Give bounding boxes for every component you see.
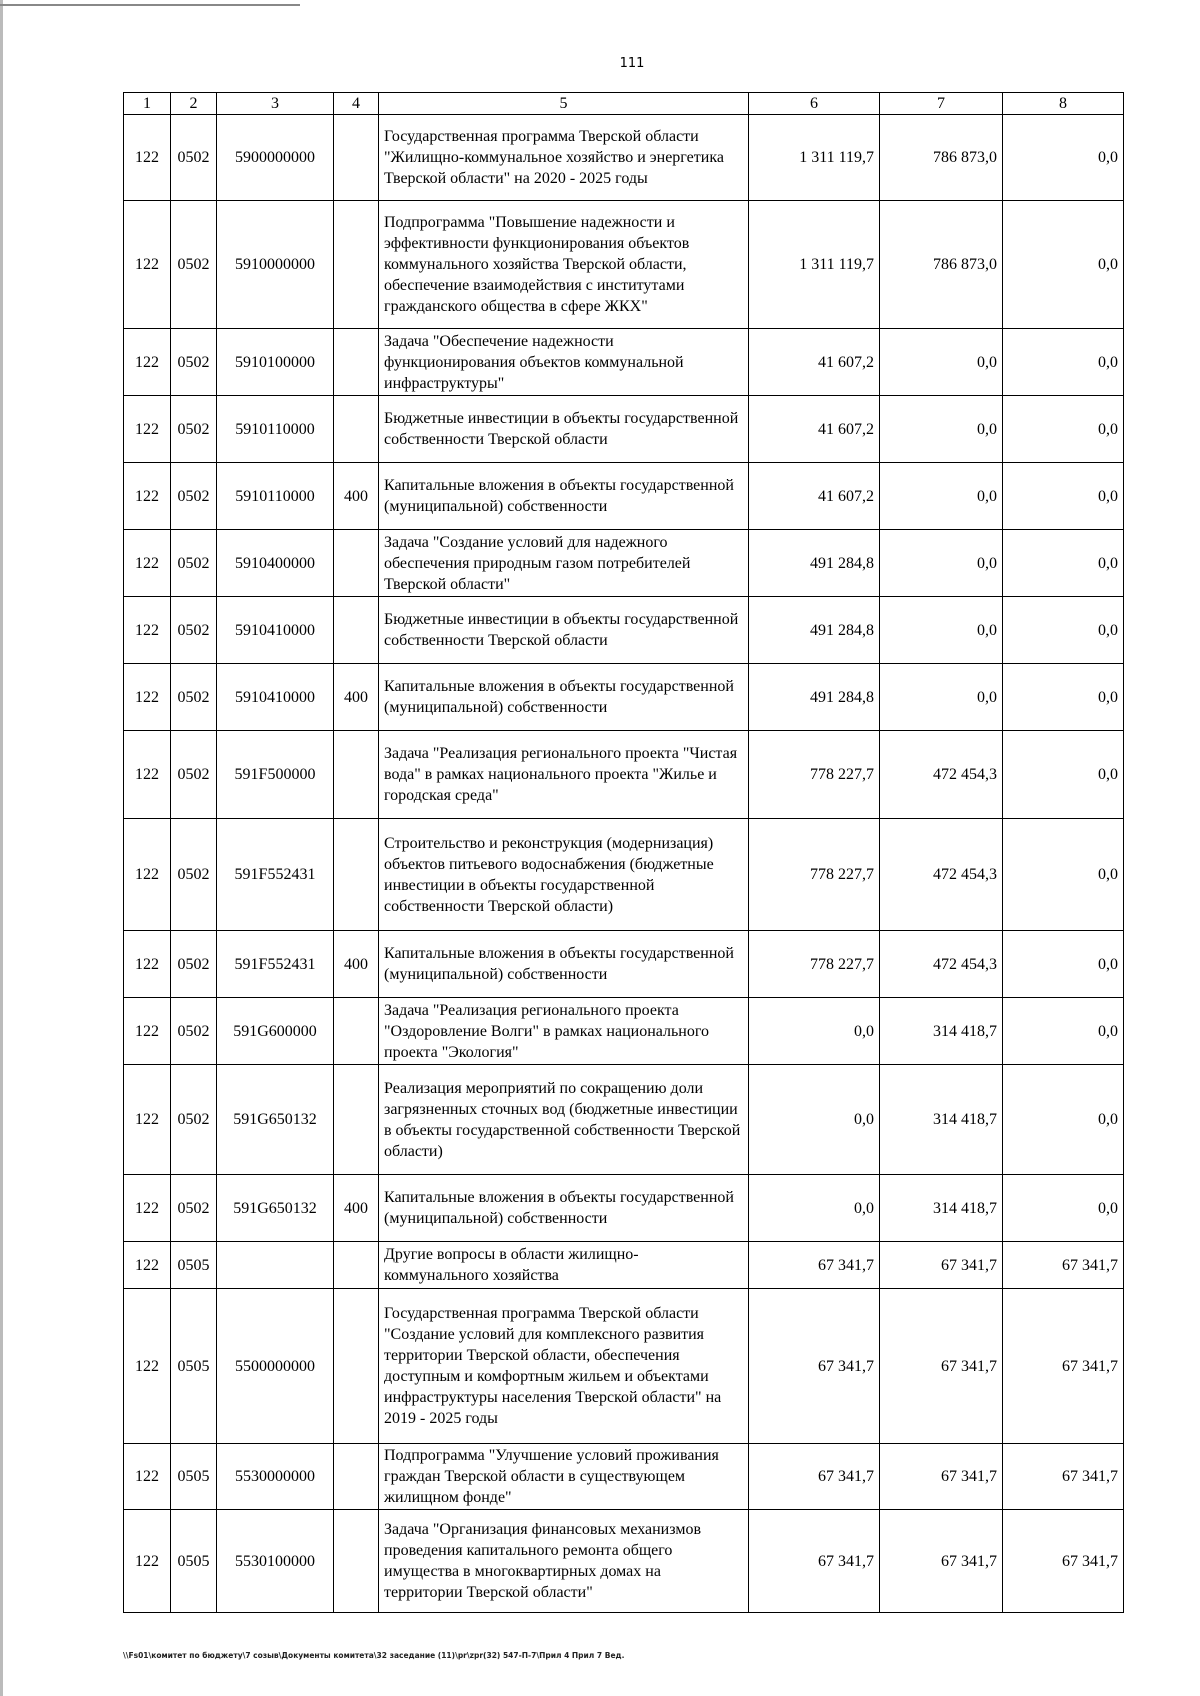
cell-amount-2: 472 454,3	[880, 819, 1003, 931]
cell-expense-type: 400	[334, 931, 379, 998]
cell-expense-type	[334, 597, 379, 664]
cell-amount-2: 472 454,3	[880, 931, 1003, 998]
cell-ministry: 122	[124, 819, 171, 931]
cell-target-item: 5910410000	[217, 664, 334, 731]
table-row	[124, 530, 1124, 597]
cell-amount-2: 314 418,7	[880, 1065, 1003, 1175]
cell-target-item: 591G650132	[217, 1175, 334, 1242]
cell-amount-1: 41 607,2	[749, 329, 880, 396]
cell-ministry: 122	[124, 1065, 171, 1175]
cell-amount-3: 0,0	[1003, 664, 1124, 731]
cell-amount-1: 1 311 119,7	[749, 201, 880, 329]
cell-section: 0505	[171, 1444, 217, 1510]
table-row	[124, 329, 1124, 396]
scan-edge	[0, 0, 3, 1696]
cell-ministry: 122	[124, 463, 171, 530]
cell-target-item: 591F552431	[217, 819, 334, 931]
cell-name: Задача "Организация финансовых механизмов проведения капитального ремонта общего имущества в многоквартирных домах на территории Тверской области"	[379, 1510, 749, 1613]
cell-name: Бюджетные инвестиции в объекты государственной собственности Тверской области	[379, 396, 749, 463]
col-header-7: 7	[880, 93, 1003, 115]
page-number: 111	[619, 56, 645, 71]
cell-expense-type	[334, 329, 379, 396]
cell-target-item: 591G650132	[217, 1065, 334, 1175]
col-header-5: 5	[379, 93, 749, 115]
cell-name: Капитальные вложения в объекты государственной (муниципальной) собственности	[379, 664, 749, 731]
cell-section: 0502	[171, 396, 217, 463]
cell-target-item: 5910100000	[217, 329, 334, 396]
cell-section: 0502	[171, 463, 217, 530]
cell-target-item: 5900000000	[217, 115, 334, 201]
cell-section: 0502	[171, 731, 217, 819]
cell-section: 0505	[171, 1510, 217, 1613]
cell-amount-3: 0,0	[1003, 396, 1124, 463]
table-row	[124, 1510, 1124, 1613]
cell-amount-1: 1 311 119,7	[749, 115, 880, 201]
cell-ministry: 122	[124, 998, 171, 1065]
cell-name: Капитальные вложения в объекты государственной (муниципальной) собственности	[379, 1175, 749, 1242]
cell-name: Капитальные вложения в объекты государственной (муниципальной) собственности	[379, 463, 749, 530]
cell-target-item	[217, 1242, 334, 1289]
cell-section: 0505	[171, 1289, 217, 1444]
cell-amount-1: 778 227,7	[749, 819, 880, 931]
cell-amount-1: 41 607,2	[749, 396, 880, 463]
col-header-8: 8	[1003, 93, 1124, 115]
table-row	[124, 1289, 1124, 1444]
cell-amount-3: 0,0	[1003, 819, 1124, 931]
cell-name: Бюджетные инвестиции в объекты государственной собственности Тверской области	[379, 597, 749, 664]
table-row	[124, 396, 1124, 463]
cell-target-item: 5500000000	[217, 1289, 334, 1444]
cell-amount-2: 67 341,7	[880, 1444, 1003, 1510]
cell-target-item: 5910400000	[217, 530, 334, 597]
cell-expense-type	[334, 1444, 379, 1510]
cell-ministry: 122	[124, 1444, 171, 1510]
cell-ministry: 122	[124, 329, 171, 396]
cell-name: Государственная программа Тверской области "Жилищно-коммунальное хозяйство и энергетика Тверской области" на 2020 - 2025 годы	[379, 115, 749, 201]
cell-amount-1: 67 341,7	[749, 1242, 880, 1289]
cell-amount-2: 0,0	[880, 463, 1003, 530]
cell-expense-type	[334, 1065, 379, 1175]
cell-amount-3: 67 341,7	[1003, 1289, 1124, 1444]
cell-amount-3: 67 341,7	[1003, 1444, 1124, 1510]
cell-target-item: 5530100000	[217, 1510, 334, 1613]
cell-amount-2: 67 341,7	[880, 1510, 1003, 1613]
table-row	[124, 115, 1124, 201]
cell-expense-type: 400	[334, 463, 379, 530]
cell-amount-3: 0,0	[1003, 998, 1124, 1065]
cell-ministry: 122	[124, 115, 171, 201]
cell-section: 0502	[171, 819, 217, 931]
table-row	[124, 1444, 1124, 1510]
cell-name: Задача "Обеспечение надежности функционирования объектов коммунальной инфраструктуры"	[379, 329, 749, 396]
cell-expense-type	[334, 998, 379, 1065]
table-row	[124, 463, 1124, 530]
cell-target-item: 591F500000	[217, 731, 334, 819]
cell-amount-2: 0,0	[880, 396, 1003, 463]
cell-ministry: 122	[124, 1175, 171, 1242]
cell-amount-1: 778 227,7	[749, 931, 880, 998]
cell-name: Задача "Реализация регионального проекта "Оздоровление Волги" в рамках национального проекта "Экология"	[379, 998, 749, 1065]
table-row	[124, 931, 1124, 998]
cell-target-item: 5910000000	[217, 201, 334, 329]
cell-ministry: 122	[124, 597, 171, 664]
cell-expense-type	[334, 396, 379, 463]
cell-section: 0502	[171, 664, 217, 731]
cell-amount-3: 0,0	[1003, 463, 1124, 530]
table-row	[124, 731, 1124, 819]
cell-amount-1: 0,0	[749, 998, 880, 1065]
cell-section: 0505	[171, 1242, 217, 1289]
col-header-4: 4	[334, 93, 379, 115]
cell-amount-2: 0,0	[880, 664, 1003, 731]
cell-target-item: 591F552431	[217, 931, 334, 998]
cell-name: Задача "Реализация регионального проекта "Чистая вода" в рамках национального проекта "Жилье и городская среда"	[379, 731, 749, 819]
cell-ministry: 122	[124, 201, 171, 329]
cell-name: Государственная программа Тверской области "Создание условий для комплексного развития территории Тверской области, обеспечения доступным и комфортным жильем и объектами инфраструктуры населения Тверской области" на 2019 - 2025 годы	[379, 1289, 749, 1444]
cell-ministry: 122	[124, 1242, 171, 1289]
cell-amount-2: 786 873,0	[880, 115, 1003, 201]
cell-amount-3: 0,0	[1003, 201, 1124, 329]
cell-expense-type	[334, 115, 379, 201]
cell-section: 0502	[171, 998, 217, 1065]
cell-ministry: 122	[124, 1510, 171, 1613]
cell-expense-type	[334, 731, 379, 819]
cell-ministry: 122	[124, 731, 171, 819]
cell-amount-3: 0,0	[1003, 731, 1124, 819]
table-row	[124, 1242, 1124, 1289]
cell-amount-1: 491 284,8	[749, 664, 880, 731]
cell-amount-3: 0,0	[1003, 115, 1124, 201]
cell-name: Капитальные вложения в объекты государственной (муниципальной) собственности	[379, 931, 749, 998]
col-header-3: 3	[217, 93, 334, 115]
cell-target-item: 5910110000	[217, 396, 334, 463]
cell-expense-type: 400	[334, 664, 379, 731]
table-row	[124, 998, 1124, 1065]
cell-amount-3: 0,0	[1003, 329, 1124, 396]
header-row	[124, 93, 1124, 115]
cell-name: Подпрограмма "Повышение надежности и эффективности функционирования объектов коммунального хозяйства Тверской области, обеспечение взаимодействия с институтами гражданского общества в сфере ЖКХ"	[379, 201, 749, 329]
cell-amount-2: 314 418,7	[880, 998, 1003, 1065]
table-row	[124, 201, 1124, 329]
cell-expense-type	[334, 201, 379, 329]
file-path-footer: \\Fs01\комитет по бюджету\7 созыв\Документы комитета\32 заседание (11)\pr\zpr(32) 547-П-7\Прил 4 Прил 7 Вед.	[123, 1651, 625, 1660]
cell-amount-1: 0,0	[749, 1175, 880, 1242]
cell-amount-1: 67 341,7	[749, 1510, 880, 1613]
cell-target-item: 5910110000	[217, 463, 334, 530]
cell-section: 0502	[171, 931, 217, 998]
cell-amount-2: 472 454,3	[880, 731, 1003, 819]
scan-rule	[0, 4, 300, 6]
table-row	[124, 1065, 1124, 1175]
table-row	[124, 819, 1124, 931]
cell-amount-3: 0,0	[1003, 597, 1124, 664]
cell-target-item: 5530000000	[217, 1444, 334, 1510]
cell-amount-3: 0,0	[1003, 530, 1124, 597]
cell-expense-type	[334, 1242, 379, 1289]
cell-expense-type: 400	[334, 1175, 379, 1242]
cell-section: 0502	[171, 329, 217, 396]
cell-section: 0502	[171, 1175, 217, 1242]
cell-ministry: 122	[124, 664, 171, 731]
cell-target-item: 591G600000	[217, 998, 334, 1065]
cell-section: 0502	[171, 1065, 217, 1175]
cell-name: Строительство и реконструкция (модернизация) объектов питьевого водоснабжения (бюджетные инвестиции в объекты государственной собственности Тверской области)	[379, 819, 749, 931]
col-header-6: 6	[749, 93, 880, 115]
cell-name: Задача "Создание условий для надежного обеспечения природным газом потребителей Тверской области"	[379, 530, 749, 597]
cell-amount-2: 0,0	[880, 329, 1003, 396]
cell-section: 0502	[171, 597, 217, 664]
cell-target-item: 5910410000	[217, 597, 334, 664]
col-header-2: 2	[171, 93, 217, 115]
cell-amount-1: 67 341,7	[749, 1444, 880, 1510]
cell-amount-3: 67 341,7	[1003, 1242, 1124, 1289]
cell-ministry: 122	[124, 530, 171, 597]
table-row	[124, 664, 1124, 731]
cell-expense-type	[334, 530, 379, 597]
cell-section: 0502	[171, 115, 217, 201]
cell-ministry: 122	[124, 931, 171, 998]
cell-amount-1: 41 607,2	[749, 463, 880, 530]
cell-amount-2: 0,0	[880, 530, 1003, 597]
cell-ministry: 122	[124, 1289, 171, 1444]
table-row	[124, 597, 1124, 664]
budget-table	[123, 92, 1124, 1613]
cell-amount-1: 491 284,8	[749, 597, 880, 664]
cell-expense-type	[334, 819, 379, 931]
cell-amount-2: 67 341,7	[880, 1242, 1003, 1289]
cell-ministry: 122	[124, 396, 171, 463]
cell-amount-2: 786 873,0	[880, 201, 1003, 329]
cell-expense-type	[334, 1289, 379, 1444]
cell-amount-2: 67 341,7	[880, 1289, 1003, 1444]
cell-section: 0502	[171, 530, 217, 597]
cell-amount-3: 0,0	[1003, 1065, 1124, 1175]
table-row	[124, 1175, 1124, 1242]
cell-section: 0502	[171, 201, 217, 329]
cell-name: Реализация мероприятий по сокращению доли загрязненных сточных вод (бюджетные инвестиции в объекты государственной собственности Тверской области)	[379, 1065, 749, 1175]
cell-name: Другие вопросы в области жилищно-коммунального хозяйства	[379, 1242, 749, 1289]
cell-amount-3: 0,0	[1003, 1175, 1124, 1242]
cell-amount-1: 778 227,7	[749, 731, 880, 819]
cell-amount-1: 491 284,8	[749, 530, 880, 597]
cell-expense-type	[334, 1510, 379, 1613]
cell-amount-3: 67 341,7	[1003, 1510, 1124, 1613]
cell-name: Подпрограмма "Улучшение условий проживания граждан Тверской области в существующем жилищном фонде"	[379, 1444, 749, 1510]
cell-amount-1: 0,0	[749, 1065, 880, 1175]
col-header-1: 1	[124, 93, 171, 115]
cell-amount-3: 0,0	[1003, 931, 1124, 998]
cell-amount-2: 0,0	[880, 597, 1003, 664]
cell-amount-1: 67 341,7	[749, 1289, 880, 1444]
cell-amount-2: 314 418,7	[880, 1175, 1003, 1242]
